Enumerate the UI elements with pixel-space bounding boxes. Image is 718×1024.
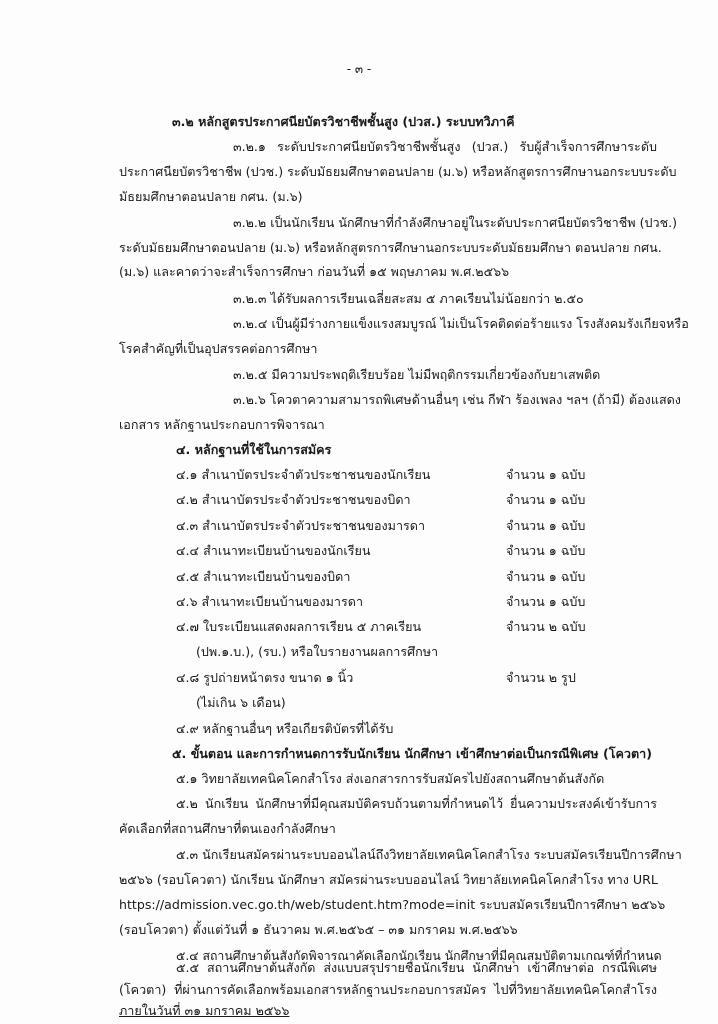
section-heading-4: ๔. หลักฐานที่ใช้ในการสมัคร	[176, 442, 332, 457]
paragraph-5-3-line4: (รอบโควตา) ตั้งแต่วันที่ ๑ ธันวาคม พ.ศ.๒๕๖๕ – ๓๑ มกราคม พ.ศ.๒๕๖๖	[119, 922, 518, 937]
paragraph-5-2-line2: คัดเลือกที่สถานศึกษาที่ตนเองกำลังศึกษา	[119, 821, 336, 836]
paragraph-3-2-2-line3: (ม.๖) และคาดว่าจะสำเร็จการศึกษา ก่อนวันที่ ๑๕ พฤษภาคม พ.ศ.๒๕๖๖	[119, 264, 510, 279]
paragraph-5-5-line1: ๕.๕ สถานศึกษาต้นสังกัด ส่งแบบสรุปรายชื่อนักเรียน นักศึกษา เข้าศึกษาต่อ กรณีพิเศษ	[176, 960, 657, 975]
paragraph-3-2-1-line1: ๓.๒.๑ ระดับประกาศนียบัตรวิชาชีพชั้นสูง (ปวส.) รับผู้สำเร็จการศึกษาระดับ	[233, 139, 657, 154]
paragraph-3-2-2-line1: ๓.๒.๒ เป็นนักเรียน นักศึกษาที่กำลังศึกษาอยู่ในระดับประกาศนียบัตรวิชาชีพ (ปวช.)	[233, 215, 678, 230]
evidence-item: ๔.๕ สำเนาทะเบียนบ้านของบิดา	[176, 569, 351, 584]
evidence-quantity: จำนวน ๒ รูป	[506, 670, 576, 685]
paragraph-3-2-3: ๓.๒.๓ ได้รับผลการเรียนเฉลี่ยสะสม ๕ ภาคเรียนไม่น้อยกว่า ๒.๕๐	[233, 291, 584, 306]
paragraph-3-2-2-line2: ระดับมัธยมศึกษาตอนปลาย (ม.๖) หรือหลักสูตรการศึกษานอกระบบระดับมัธยมศึกษา ตอนปลาย กศน.	[119, 240, 662, 255]
evidence-item: ๔.๑ สำเนาบัตรประจำตัวประชาชนของนักเรียน	[176, 467, 431, 482]
page-number: - ๓ -	[346, 62, 372, 76]
paragraph-5-4: ๕.๔ สถานศึกษาต้นสังกัดพิจารณาคัดเลือกนักเรียน นักศึกษาที่มีคุณสมบัติตามเกณฑ์ที่กำหนด	[176, 949, 662, 963]
evidence-item-continuation: (ไม่เกิน ๖ เดือน)	[196, 695, 286, 710]
paragraph-3-2-6-line1: ๓.๒.๖ โควตาความสามารถพิเศษด้านอื่นๆ เช่น กีฬา ร้องเพลง ฯลฯ (ถ้ามี) ต้องแสดง	[233, 392, 681, 407]
evidence-item: ๔.๘ รูปถ่ายหน้าตรง ขนาด ๑ นิ้ว	[176, 670, 354, 685]
paragraph-3-2-4-line1: ๓.๒.๔ เป็นผู้มีร่างกายแข็งแรงสมบูรณ์ ไม่เป็นโรคติดต่อร้ายแรง โรงสังคมรังเกียจหรือ	[233, 316, 689, 331]
evidence-quantity: จำนวน ๑ ฉบับ	[506, 467, 586, 482]
paragraph-5-3-line2: ๒๕๖๖ (รอบโควตา) นักเรียน นักศึกษา สมัครผ่านระบบออนไลน์ วิทยาลัยเทคนิคโคกสำโรง ทาง URL	[119, 872, 658, 887]
paragraph-5-5-line2: (โควตา) ที่ผ่านการคัดเลือกพร้อมเอกสารหลักฐานประกอบการสมัคร ไปที่วิทยาลัยเทคนิคโคกสำโรง	[119, 982, 657, 997]
paragraph-5-1: ๕.๑ วิทยาลัยเทคนิคโคกสำโรง ส่งเอกสารการรับสมัครไปยังสถานศึกษาต้นสังกัด	[176, 771, 605, 786]
evidence-item: ๔.๓ สำเนาบัตรประจำตัวประชาชนของมารดา	[176, 518, 426, 533]
deadline-text: ภายในวันที่ ๓๑ มกราคม ๒๕๖๖	[119, 1003, 290, 1018]
paragraph-3-2-5: ๓.๒.๕ มีความประพฤติเรียบร้อย ไม่มีพฤติกรรมเกี่ยวข้องกับยาเสพติด	[233, 367, 601, 382]
paragraph-3-2-4-line2: โรคสำคัญที่เป็นอุปสรรคต่อการศึกษา	[119, 341, 318, 356]
evidence-quantity: จำนวน ๑ ฉบับ	[506, 594, 586, 609]
evidence-item: ๔.๔ สำเนาทะเบียนบ้านของนักเรียน	[176, 543, 371, 558]
evidence-item-continuation: (ปพ.๑.บ.), (รบ.) หรือใบรายงานผลการศึกษา	[196, 644, 439, 659]
evidence-quantity: จำนวน ๑ ฉบับ	[506, 543, 586, 558]
evidence-quantity: จำนวน ๑ ฉบับ	[506, 518, 586, 533]
evidence-quantity: จำนวน ๑ ฉบับ	[506, 492, 586, 507]
evidence-item: ๔.๖ สำเนาทะเบียนบ้านของมารดา	[176, 594, 364, 609]
section-heading-5: ๕. ขั้นตอน และการกำหนดการรับนักเรียน นักศึกษา เข้าศึกษาต่อเป็นกรณีพิเศษ (โควตา)	[172, 746, 653, 761]
evidence-item: ๔.๒ สำเนาบัตรประจำตัวประชาชนของบิดา	[176, 492, 411, 507]
paragraph-5-2-line1: ๕.๒ นักเรียน นักศึกษาที่มีคุณสมบัติครบถ้วนตามที่กำหนดไว้ ยื่นความประสงค์เข้ารับการ	[176, 796, 657, 811]
paragraph-3-2-6-line2: เอกสาร หลักฐานประกอบการพิจารณา	[119, 417, 325, 432]
paragraph-5-3-line1: ๕.๓ นักเรียนสมัครผ่านระบบออนไลน์ถึงวิทยาลัยเทคนิคโคกสำโรง ระบบสมัครเรียนปีการศึกษา	[176, 847, 682, 862]
paragraph-3-2-1-line3: มัธยมศึกษาตอนปลาย กศน. (ม.๖)	[119, 189, 303, 204]
paragraph-3-2-1-line2: ประกาศนียบัตรวิชาชีพ (ปวช.) ระดับมัธยมศึกษาตอนปลาย (ม.๖) หรือหลักสูตรการศึกษานอกระบบระดับ	[119, 164, 677, 179]
evidence-item: ๔.๗ ใบระเบียนแสดงผลการเรียน ๕ ภาคเรียน	[176, 619, 422, 634]
paragraph-5-3-line3: https://admission.vec.go.th/web/student.htm?mode=init ระบบสมัครเรียนปีการศึกษา ๒๕๖๖	[119, 897, 666, 912]
section-heading-3-2: ๓.๒ หลักสูตรประกาศนียบัตรวิชาชีพชั้นสูง (ปวส.) ระบบทวิภาคี	[172, 114, 515, 129]
evidence-quantity: จำนวน ๒ ฉบับ	[506, 619, 586, 634]
evidence-item: ๔.๙ หลักฐานอื่นๆ หรือเกียรติบัตรที่ได้รับ	[176, 721, 394, 736]
evidence-quantity: จำนวน ๑ ฉบับ	[506, 569, 586, 584]
